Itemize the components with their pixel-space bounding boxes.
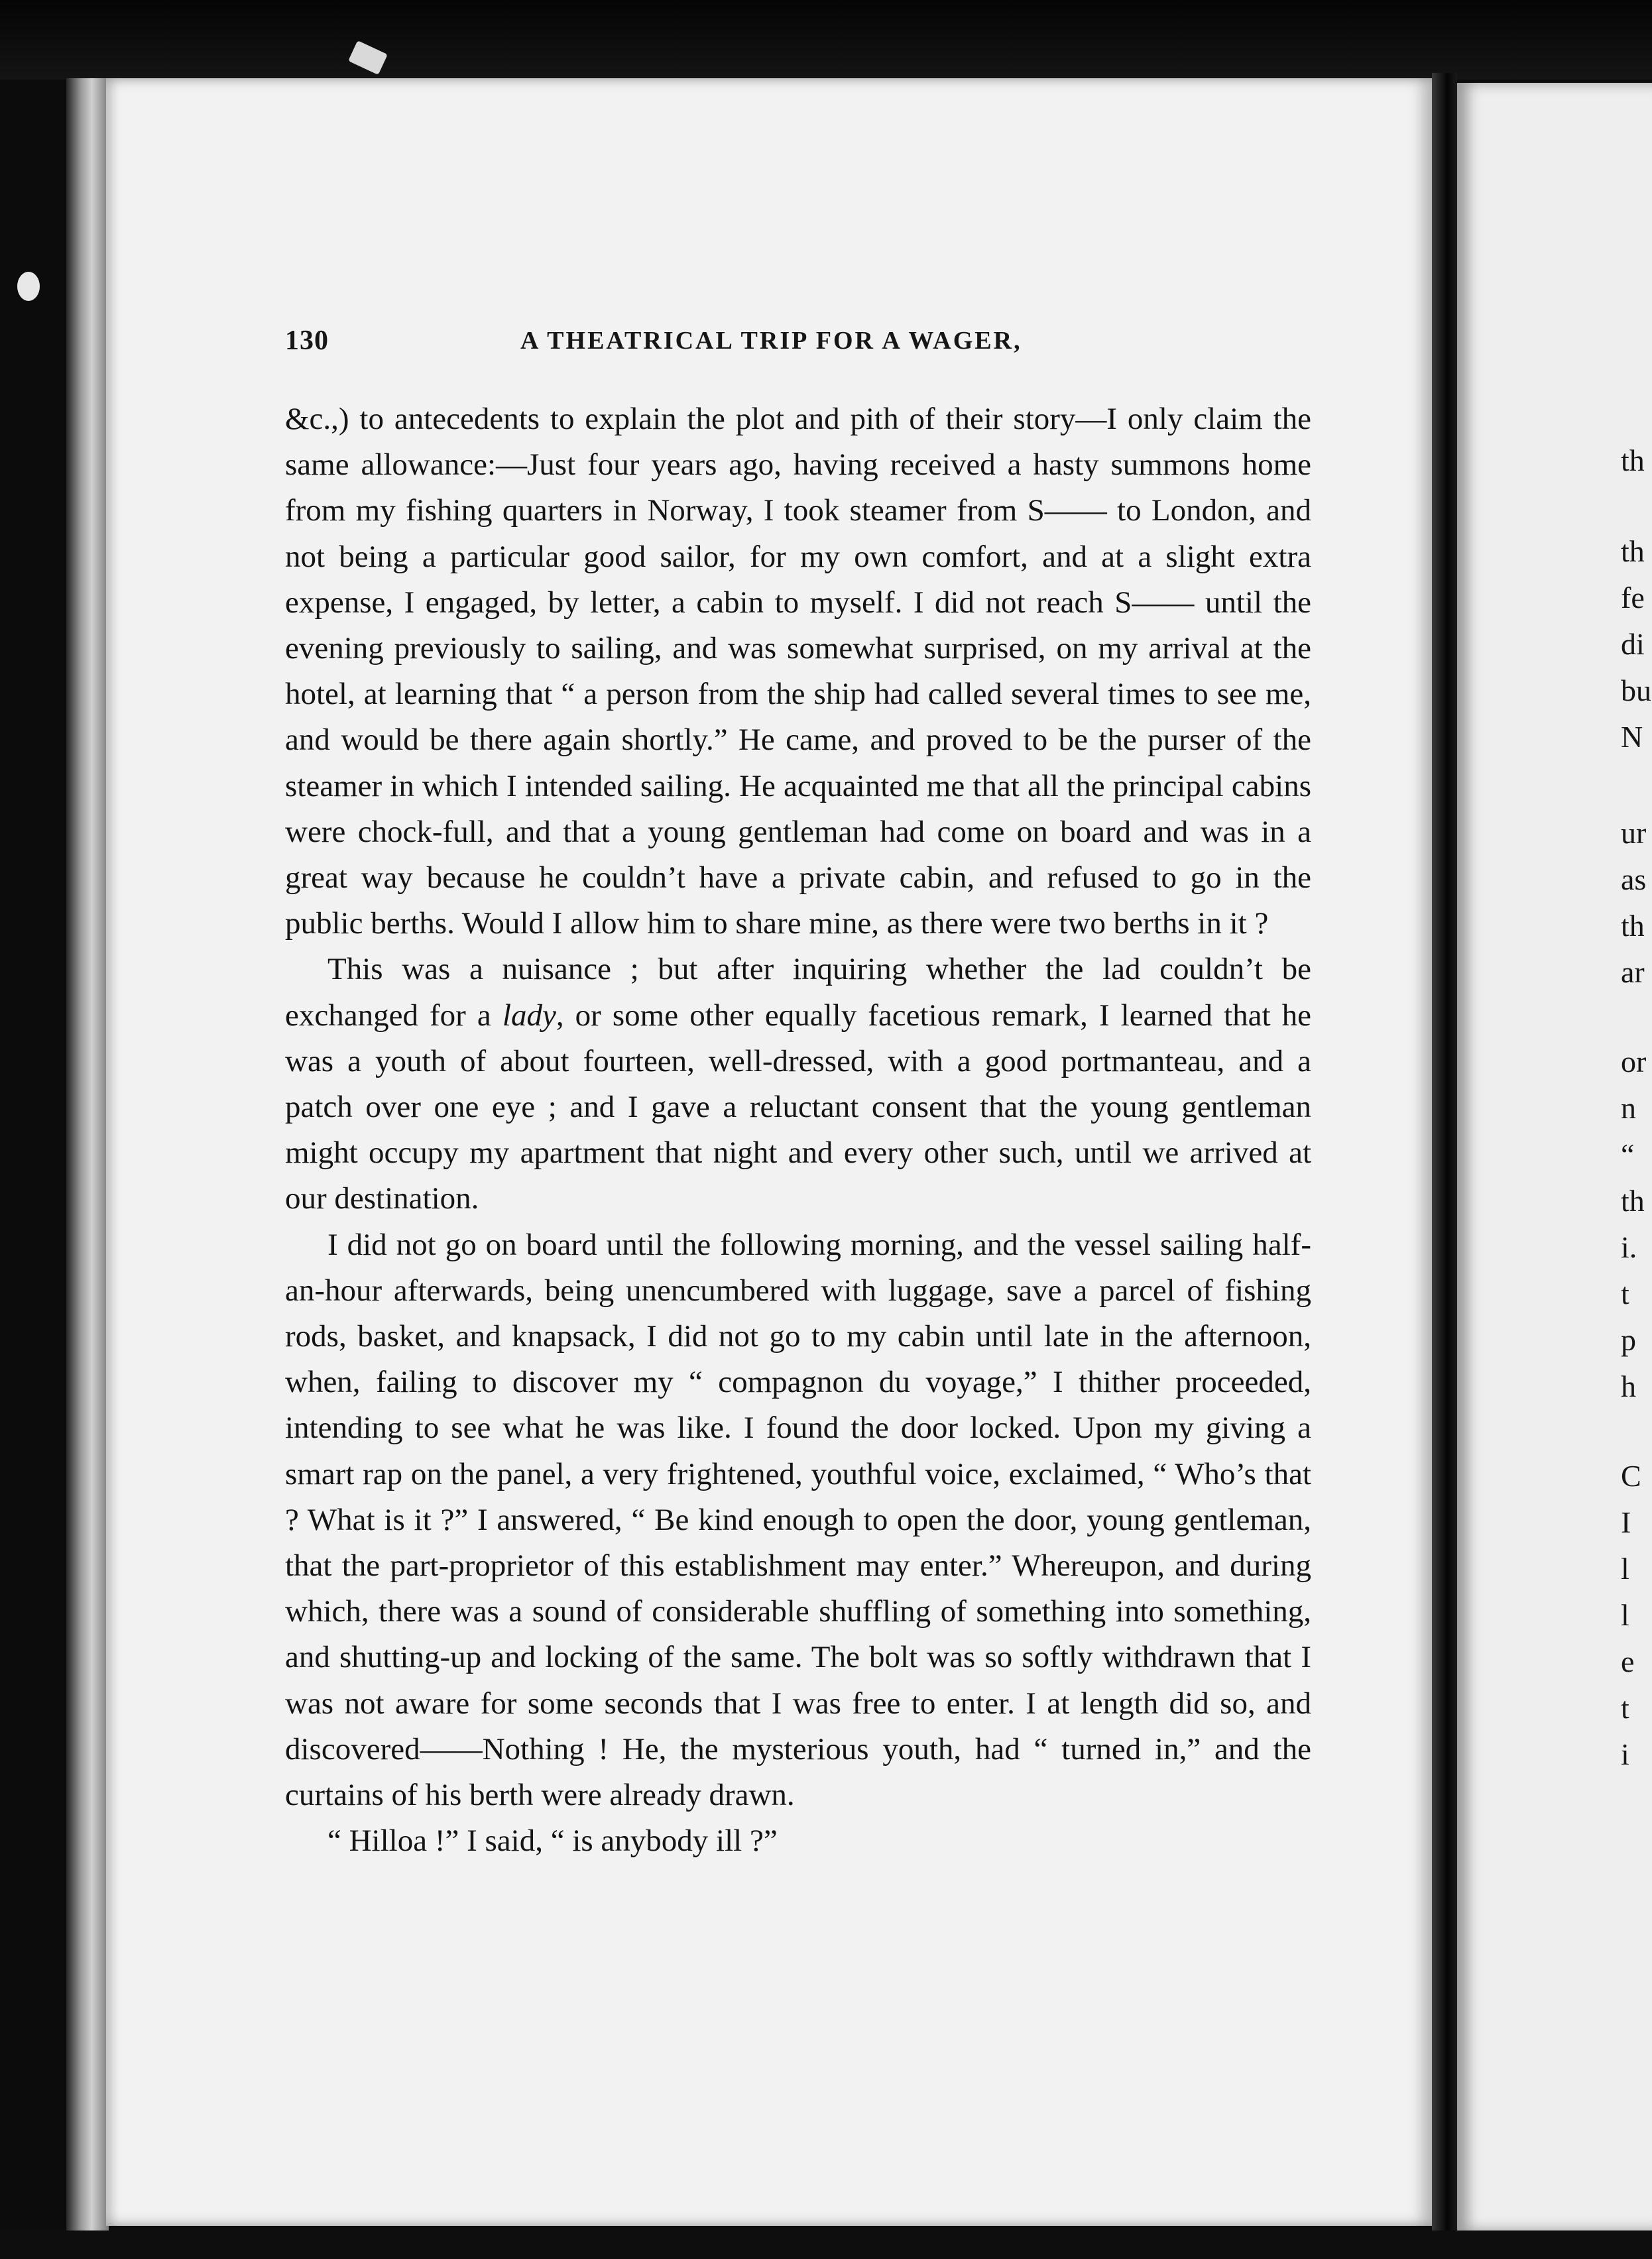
facing-fragment: th [1621, 534, 1645, 568]
facing-fragment: C [1621, 1459, 1641, 1493]
facing-fragment: di [1621, 627, 1645, 661]
book-page-edges [66, 78, 109, 2232]
facing-fragment: n [1621, 1091, 1636, 1125]
running-title: A THEATRICAL TRIP FOR A WAGER, [520, 327, 1022, 355]
facing-fragment: I [1621, 1505, 1631, 1539]
facing-fragment: l [1621, 1552, 1629, 1586]
facing-fragment: e [1621, 1645, 1635, 1678]
facing-fragment: t [1621, 1277, 1629, 1310]
facing-fragment: fe [1621, 581, 1645, 614]
facing-fragment: i [1621, 1737, 1629, 1771]
paragraph-2: This was a nuisance ; but after inquiring whether the lad couldn’t be exchanged for a lady, or some other equally facetious remark, I learned that he was a youth of about fourteen, well-dressed, with a good portmanteau, and a patch over one eye ; and I gave a reluctant consent that the young gentleman might occupy my apartment that night and every other such, until we arrived at our destination. [285, 952, 1311, 1216]
facing-fragment: h [1621, 1369, 1636, 1403]
facing-fragment: N [1621, 720, 1643, 754]
scan-top-shadow [0, 0, 1652, 80]
facing-fragment: ur [1621, 816, 1647, 850]
facing-fragment: bu [1621, 673, 1651, 707]
facing-fragment: or [1621, 1045, 1647, 1078]
facing-fragment: p [1621, 1323, 1636, 1357]
facing-page-text-fragments [1621, 0, 1652, 2259]
facing-fragment: as [1621, 862, 1647, 896]
page-number: 130 [285, 325, 329, 356]
facing-fragment: l [1621, 1598, 1629, 1632]
paragraph-3: I did not go on board until the following morning, and the vessel sailing half-an-hour afterwards, being unencumbered with luggage, save a parcel of fishing rods, basket, and knapsack, I did not go to my cabin until late in the afternoon, when, failing to discover my “ compagnon du voyage,” I thither proceeded, intending to see what he was like. I found the door locked. Upon my giving a smart rap on the panel, a very frightened, youthful voice, exclaimed, “ Who’s that ? What is it ?” I answered, “ Be kind enough to open the door, young gentleman, that the part-proprietor of this establishment may enter.” Whereupon, and during which, there was a sound of considerable shuffling of something into something, and shutting-up and locking of the same. The bolt was so softly withdrawn that I was not aware for some seconds that I was free to enter. I at length did so, and discovered——Nothing ! He, the mysterious youth, had “ turned in,” and the curtains of his berth were already drawn. [285, 1227, 1311, 1813]
scan-bottom-shadow [0, 2230, 1652, 2259]
paragraph-1: &c.,) to antecedents to explain the plot and pith of their story—I only claim the same allowance:—Just four years ago, having received a hasty summons home from my fishing quarters in Norway, I took steamer from S—— to London, and not being a particular good sailor, for my own comfort, and at a slight extra expense, I engaged, by letter, a cabin to myself. I did not reach S—— until the evening previously to sailing, and was somewhat surprised, on my arrival at the hotel, at learning that “ a person from the ship had called several times to see me, and would be there again shortly.” He came, and proved to be the purser of the steamer in which I intended sailing. He acquainted me that all the principal cabins were chock-full, and that a young gentleman had come on board and was in a great way because he couldn’t have a private cabin, and refused to go in the public berths. Would I allow him to share mine, as there were two berths in it ? [285, 402, 1311, 941]
paragraph-4: “ Hilloa !” I said, “ is anybody ill ?” [327, 1824, 778, 1859]
running-head [285, 325, 1299, 371]
facing-fragment: “ [1621, 1137, 1635, 1171]
page-body-text [285, 396, 1311, 1865]
scan-hole-mark [17, 272, 40, 301]
page-gutter [1432, 73, 1457, 2240]
facing-fragment: i. [1621, 1230, 1637, 1264]
facing-fragment: th [1621, 443, 1645, 477]
facing-fragment: th [1621, 909, 1645, 943]
facing-fragment: t [1621, 1691, 1629, 1725]
facing-fragment: ar [1621, 955, 1645, 989]
facing-fragment: th [1621, 1184, 1645, 1218]
